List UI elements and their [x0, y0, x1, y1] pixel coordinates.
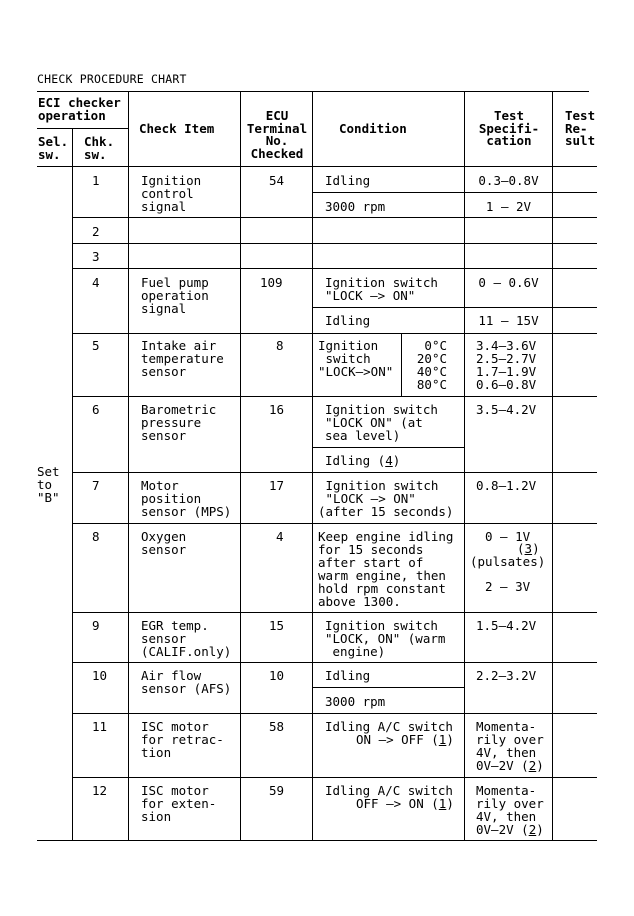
check-item: Oxygen sensor — [141, 529, 187, 557]
test-spec: 1 – 2V — [485, 199, 532, 214]
chk-number: 11 — [92, 719, 108, 734]
test-spec: (pulsates) — [470, 554, 546, 569]
condition: 3000 rpm — [325, 694, 386, 709]
sel-sw-value: Set to "B" — [37, 464, 60, 505]
check-item: ISC motor for retrac- tion — [141, 719, 224, 760]
page-title: CHECK PROCEDURE CHART — [37, 72, 187, 86]
note-ref: 1 — [438, 796, 447, 811]
ecu-terminal: 15 — [269, 618, 285, 633]
condition: Idling A/C switch — [325, 783, 453, 798]
chk-number: 6 — [92, 402, 100, 417]
chk-number: 2 — [92, 224, 100, 239]
chk-number: 12 — [92, 783, 108, 798]
chk-number: 8 — [92, 529, 100, 544]
header-check-item: Check Item — [139, 121, 215, 136]
test-spec: 0 – 0.6V — [478, 275, 539, 290]
condition: Idling — [325, 313, 371, 328]
condition: OFF –> ON (1) — [356, 796, 454, 811]
header-eci-checker-operation: ECI checker operation — [38, 95, 121, 123]
condition: Ignition switch "LOCK, ON" (warm engine) — [325, 618, 446, 659]
ecu-terminal: 59 — [269, 783, 285, 798]
header-sel-sw: Sel. sw. — [38, 134, 69, 162]
chk-number: 9 — [92, 618, 100, 633]
ecu-terminal: 58 — [269, 719, 285, 734]
condition: Idling A/C switch — [325, 719, 453, 734]
ecu-terminal: 16 — [269, 402, 285, 417]
condition: Ignition switch "LOCK –> ON" (after 15 seconds) — [318, 478, 454, 519]
chk-number: 1 — [92, 173, 100, 188]
test-spec: 11 – 15V — [478, 313, 539, 328]
check-item: ISC motor for exten- sion — [141, 783, 217, 824]
test-spec: Momenta- rily over 4V, then 0V–2V (2) — [476, 783, 544, 837]
chk-number: 10 — [92, 668, 108, 683]
check-item: Intake air temperature sensor — [141, 338, 224, 379]
condition: Ignition switch "LOCK –> ON" — [325, 275, 438, 303]
note-ref: 2 — [528, 758, 537, 773]
chk-number: 7 — [92, 478, 100, 493]
chk-number: 3 — [92, 249, 100, 264]
test-spec: 3.5–4.2V — [476, 402, 537, 417]
check-item: Motor position sensor (MPS) — [141, 478, 232, 519]
note-ref: 2 — [528, 822, 537, 837]
header-test-specification: Test Specifi- cation — [478, 108, 540, 148]
test-spec: 1.5–4.2V — [476, 618, 537, 633]
condition: Idling — [325, 173, 371, 188]
condition: Ignition switch "LOCK–>ON" — [318, 338, 394, 379]
test-spec: 0.8–1.2V — [476, 478, 537, 493]
check-item: EGR temp. sensor (CALIF.only) — [141, 618, 232, 659]
condition: Keep engine idling for 15 seconds after start of warm engine, then hold rpm constant above 1300. — [318, 529, 454, 609]
condition: ON –> OFF (1) — [356, 732, 454, 747]
chk-number: 5 — [92, 338, 100, 353]
condition: 3000 rpm — [325, 199, 386, 214]
header-ecu-terminal: ECU Terminal No. Checked — [246, 108, 308, 161]
check-item: Air flow sensor (AFS) — [141, 668, 232, 696]
temperature-list: 0°C 20°C 40°C 80°C — [416, 338, 447, 392]
header-condition: Condition — [339, 121, 407, 136]
ecu-terminal: 8 — [276, 338, 284, 353]
note-ref: 4 — [385, 453, 393, 468]
check-item: Barometric pressure sensor — [141, 402, 217, 443]
test-spec: 0.3–0.8V — [478, 173, 539, 188]
test-spec: 0 – 1V — [485, 529, 531, 544]
test-spec: Momenta- rily over 4V, then 0V–2V (2) — [476, 719, 544, 773]
note-ref: 1 — [438, 732, 447, 747]
header-chk-sw: Chk. sw. — [84, 134, 115, 162]
ecu-terminal: 54 — [269, 173, 285, 188]
check-item: Fuel pump operation signal — [141, 275, 209, 316]
header-test-result: Test Re- sult — [565, 108, 596, 148]
ecu-terminal: 10 — [269, 668, 285, 683]
check-item: Ignition control signal — [141, 173, 202, 214]
test-spec: 2 – 3V — [485, 579, 531, 594]
condition: Ignition switch "LOCK ON" (at sea level) — [325, 402, 438, 443]
condition: Idling — [325, 668, 371, 683]
ecu-terminal: 4 — [276, 529, 284, 544]
ecu-terminal: 109 — [260, 275, 283, 290]
test-spec: 3.4–3.6V 2.5–2.7V 1.7–1.9V 0.6–0.8V — [476, 338, 537, 392]
ecu-terminal: 17 — [269, 478, 285, 493]
note-ref: (3) — [517, 541, 540, 556]
test-spec: 2.2–3.2V — [476, 668, 537, 683]
condition: Idling (4) — [325, 453, 401, 468]
chk-number: 4 — [92, 275, 100, 290]
